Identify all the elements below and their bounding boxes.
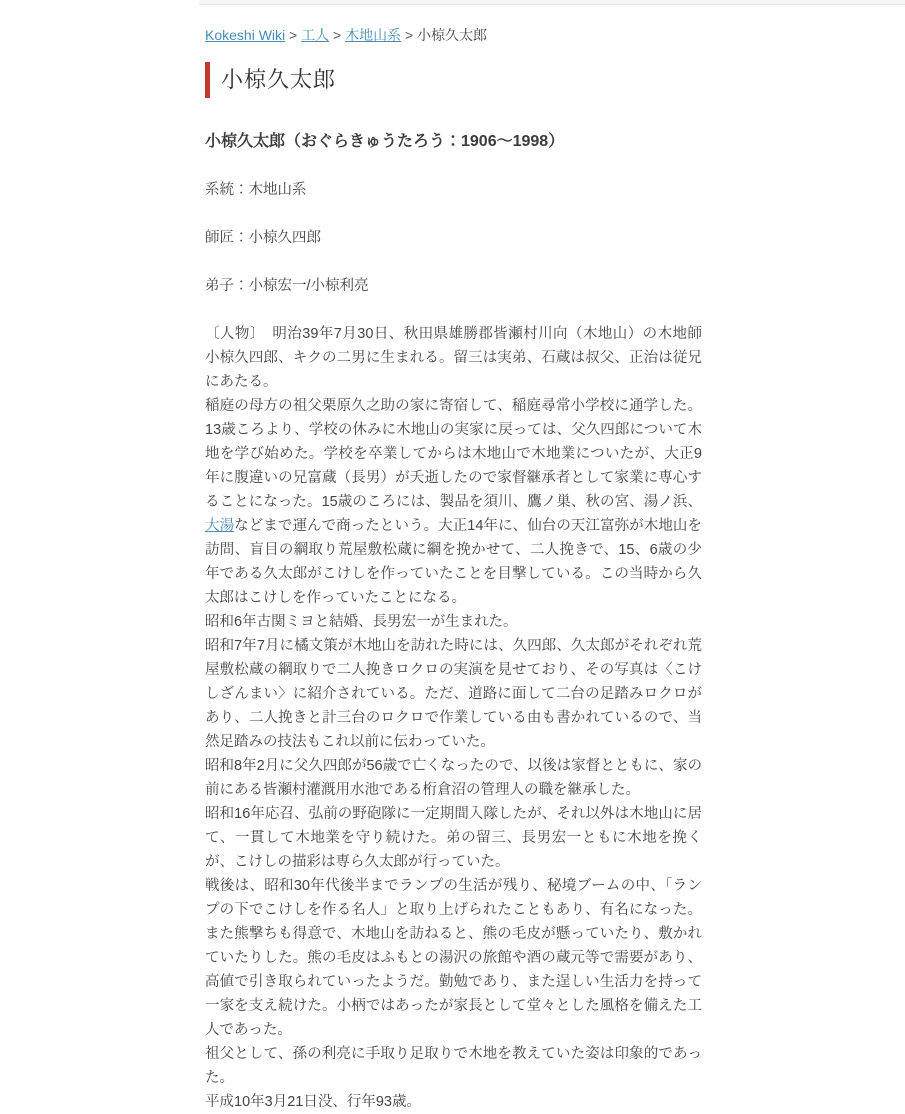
body-paragraph: 祖父として、孫の利亮に手取り足取りで木地を教えていた姿は印象的であった。 — [205, 1046, 702, 1086]
page-title — [205, 62, 702, 98]
meta-line: 系統：木地山系 — [205, 182, 307, 198]
body-paragraph: 昭和6年古関ミヨと結婚、長男宏一が生まれた。 — [205, 614, 518, 630]
subtitle: 小椋久太郎（おぐらきゅうたろう：1906〜1998） — [205, 133, 565, 150]
body-paragraph: 昭和8年2月に父久四郎が56歳で亡くなったので、以後は家督とともに、家の前にある皆瀬村灌漑用水池である桁倉沼の管理人の職を継承した。 — [205, 758, 702, 798]
meta-line: 師匠：小椋久四郎 — [205, 230, 321, 246]
breadcrumb-separator: > — [285, 27, 302, 43]
body-paragraph: 平成10年3月21日没、行年93歳。 — [205, 1094, 421, 1110]
body-paragraph: 戦後は、昭和30年代後半までランプの生活が残り、秘境ブームの中、「ランプの下でこけしを作る名人」と取り上げられたこともあり、有名になった。また熊撃ちも得意で、木地山を訪ねると、熊の毛皮が懸っていたり、敷かれていたりした。熊の毛皮はふもとの湯沢の旅館や酒の蔵元等で需要があり、高値で引き取られていったようだ。勤勉であり、また逞しい生活力を持って一家を支え続けた。小柄ではあったが家長として堂々とした風格を備えた工人であった。 — [205, 878, 702, 1038]
breadcrumb-link[interactable]: 木地山系 — [345, 27, 402, 43]
body-paragraph: 稲庭の母方の祖父栗原久之助の家に寄宿して、稲庭尋常小学校に通学した。13歳ころより、学校の休みに木地山の実家に戻っては、父久四郎について木地を学び始めた。学校を卒業してからは木地山で木地業についたが、大正9年に腹違いの兄富蔵（長男）が夭逝したので家督継承者として家業に専心することになった。15歳のころには、製品を須川、鷹ノ巣、秋の宮、湯ノ浜、大湯などまで運んで商ったという。大正14年に、仙台の天江富弥が木地山を訪問、盲目の綱取り荒屋敷松蔵に綱を挽かせて、二人挽きで、15、6歳の少年である久太郎がこけしを作っていたことを目撃している。この当時から久太郎はこけしを作っていたことになる。 — [205, 398, 702, 606]
body-paragraph: 昭和16年応召、弘前の野砲隊に一定期間入隊したが、それ以外は木地山に居て、一貫して木地業を守り続けた。弟の留三、長男宏一ともに木地を挽くが、こけしの描彩は専ら久太郎が行っていた。 — [205, 806, 702, 870]
page-title-text: 小椋久太郎 — [221, 67, 337, 92]
breadcrumb-link[interactable]: 工人 — [301, 27, 330, 43]
article-body — [205, 322, 702, 1114]
breadcrumb-separator: > — [329, 27, 346, 43]
body-paragraph: 昭和7年7月に橘文策が木地山を訪れた時には、久四郎、久太郎がそれぞれ荒屋敷松蔵の綱取りで二人挽きロクロの実演を見せており、その写真は〈こけしざんまい〉に紹介されている。ただ、道路に面して二台の足踏みロクロがあり、二人挽きと計三台のロクロで作業している由も書かれているので、当然足踏みの技法もこれ以前に伝わっていた。 — [205, 638, 702, 750]
article — [205, 0, 702, 1114]
body-paragraph: 〔人物〕 明治39年7月30日、秋田県雄勝郡皆瀬村川向（木地山）の木地師小椋久四郎、キクの二男に生まれる。留三は実弟、石蔵は叔父、正治は従兄にあたる。 — [205, 326, 702, 390]
meta-line: 弟子：小椋宏一/小椋利亮 — [205, 278, 369, 294]
meta-section — [205, 178, 702, 298]
breadcrumb-separator: > — [401, 27, 418, 43]
breadcrumb-current: 小椋久太郎 — [417, 27, 488, 43]
breadcrumb — [205, 27, 702, 43]
inline-link[interactable]: 大湯 — [205, 518, 235, 534]
breadcrumb-link[interactable]: Kokeshi Wiki — [205, 27, 286, 43]
